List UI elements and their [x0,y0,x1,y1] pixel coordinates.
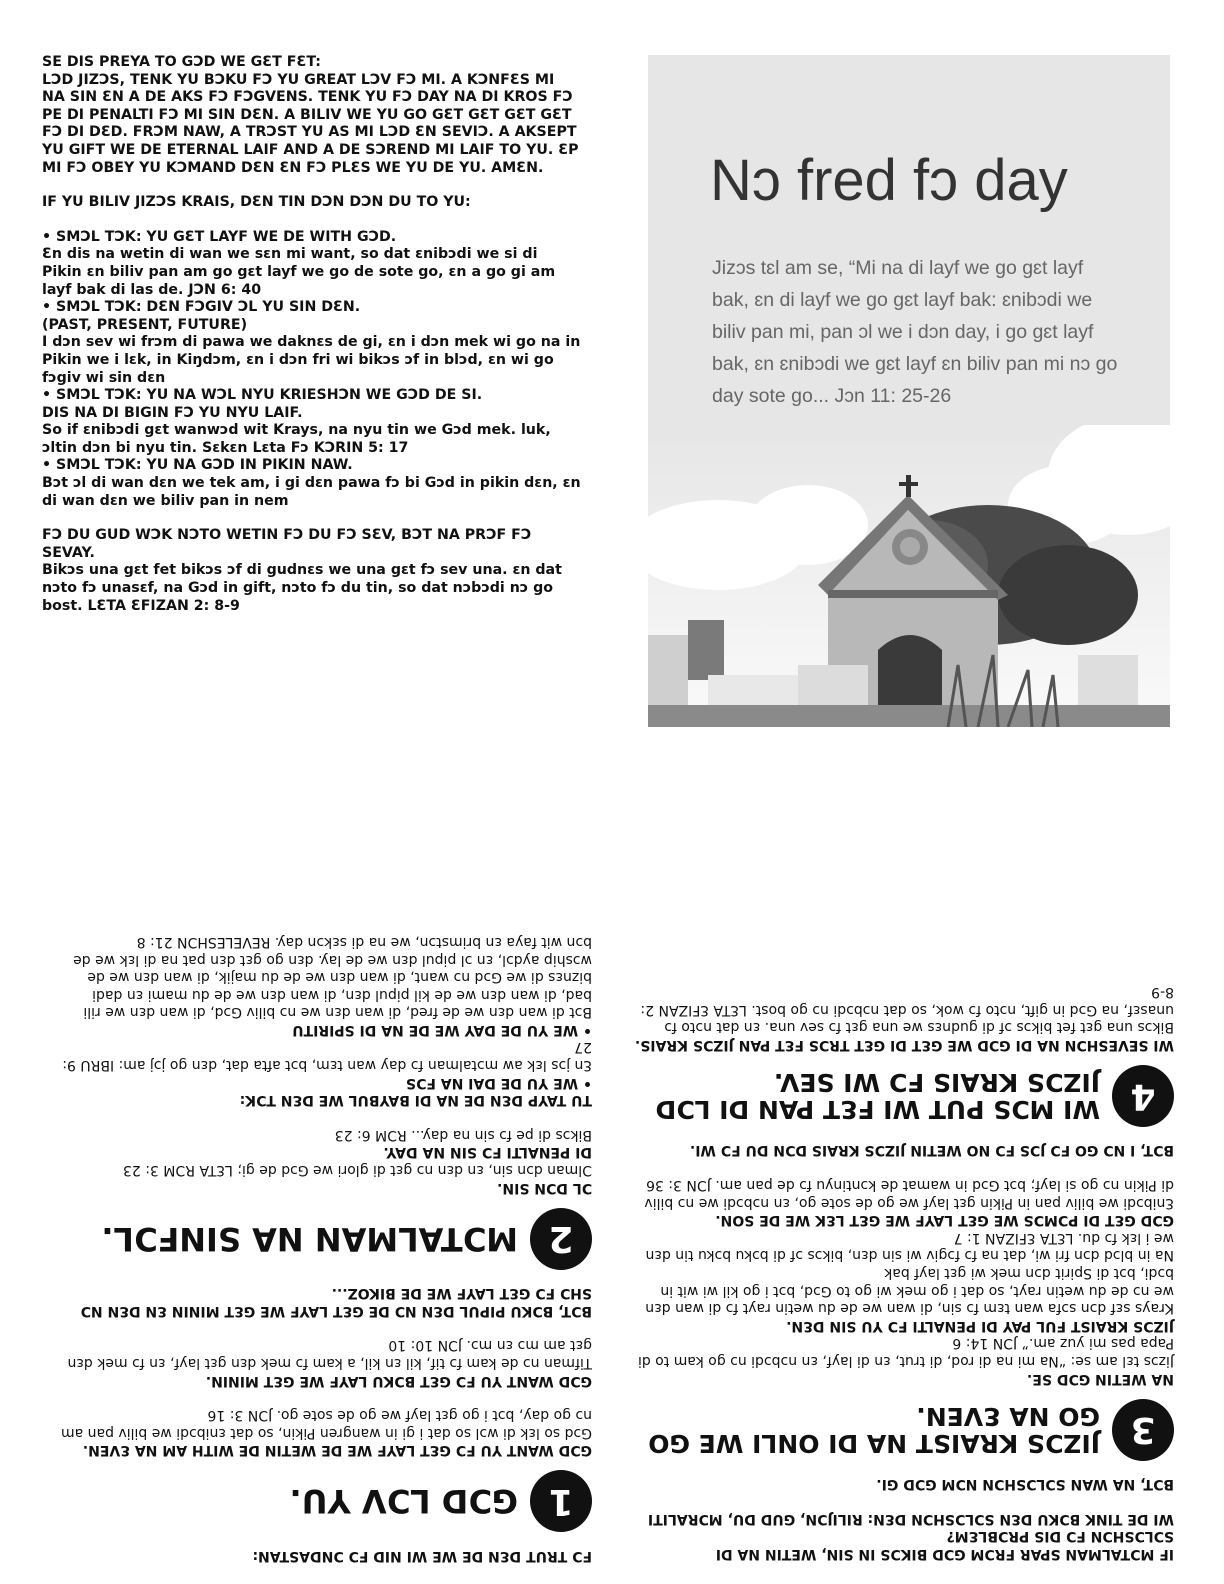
inverted-fold-half [0,792,1224,1584]
s2-head: ƆL DƆN SIN. [497,1179,592,1196]
s2-head3: TU TAYP DƐN DE NA DI BAYBUL WE DƐN TƆK: [239,1092,592,1109]
cover-title: Nɔ fred fɔ day [710,148,1068,213]
s3-body4: Ɛnibɔdi we biliv pan in Pikin gɛt layf we go de sote go, ɛn nɔbɔdi we nɔ biliv di Pikin nɔ go si layf; bɔt Gɔd in wamat de kɔntinyu fɔ de pan am. JƆN 3: 36 [644,1177,1174,1211]
s2-head2: DI PENALTI FƆ SIN NA DAY. [383,1144,592,1161]
bullet-4-title: • SMƆL TƆK: YU NA GƆD IN PIKIN NAW. [42,457,353,474]
s4-head: WI SEVESHƆN NA DI GƆD WE GƐT DI GƐT TRƆS FƐT PAN JIZƆS KRAIS. [634,1036,1174,1053]
section-2-header [52,1208,592,1270]
church-cemetery-photo [648,425,1170,727]
s3-head3: GƆD GƐT DI PƆMƆS WE GƐT LAYF WE GƐT LƐK WE DE SON. [715,1212,1174,1229]
sections-1-2-panel [52,932,592,1564]
bullet-1-body: Ɛn dis na wetin di wan we sɛn mi want, so dat ɛnibɔdi we si di Pikin ɛn biliv pan am go gɛt layf we go de sote go, ɛn a go gi am layf bak di las de. JƆN 6: 40 [42,246,556,298]
section-1-header [52,1470,592,1532]
solution-intro: IF MƆTALMAN SPAR FRƆM GƆD BIKƆS IN SIN, WETIN NA DI SƆLƆSHƆN FƆ DIS PRƆBLƐM? [715,1528,1174,1562]
bullet-2-title: • SMƆL TƆK: DƐN FƆGIV ƆL YU SIN DƐN. [42,299,361,316]
s2-bullet-1-body: Ɛn jɔs lɛk aw mɔtalman fɔ day wan tɛm, bɔt afta dat, dɛn go jɔj am: IBRU 9: 27 [62,1039,592,1074]
s2-body: Ɔlman dɔn sin, ɛn dɛn nɔ gɛt di glori we Gɔd de gi; LƐTA RƆM 3: 23 [122,1162,592,1179]
s3-head2: JIZƆS KRAIST FUL PAY DI PENALTI FƆ YU SIN DƐN. [786,1317,1174,1334]
section-1-title: GƆD LƆV YU. [289,1482,518,1521]
bullet-4-body: Bɔt ɔl di wan dɛn we tek am, i gi dɛn pawa fɔ bi Gɔd in pikin dɛn, ɛn di wan dɛn we biliv pan in nem [42,475,581,509]
good-works-heading: FƆ DU GUD WƆK NƆTO WETIN FƆ DU FƆ SƐV, BƆT NA PRƆF FƆ SEVAY. [42,527,532,561]
s1-body: Gɔd so lɛk di wɔl so dat i gi in wangren Pikin, so dat ɛnibɔdi we biliv pan am nɔ go day, bɔt i go gɛt layf we go de sote go. JƆN 3: 16 [60,1407,592,1441]
bullet-3-title: • SMƆL TƆK: YU NA WƆL NYU KRIESHƆN WE GƆD DE SI. [42,387,483,404]
if-believe-heading: IF YU BILIV JIZƆS KRAIS, DƐN TIN DƆN DƆN DU TO YU: [42,194,471,211]
section-3-number: 3 [1112,1399,1174,1461]
s1-head3: BƆT, BƆKU PIPUL DƐN NƆ DE GƐT LAYF WE GƐT MININ ƐN DƐN NƆ SHƆ FƆ GƐT LAYF WE DE BIKOZ... [80,1285,592,1319]
s3-body3: Na in blɔd dɔn fri wi, dat na fɔ fɔgiv wi sin dɛn, bikɔs ɔf di bɔku bɔku tin dɛn we i lɛk fɔ du. LƐTA ƐFIZAN 1: 7 [645,1229,1174,1264]
bullet-2-sub: (PAST, PRESENT, FUTURE) [42,316,248,333]
s3-body: Jizɔs tɛl am se: “Na mi na di rod, di trut, ɛn di layf, ɛn nɔbɔdi nɔ go kam to di Papa pas mi yuz am.” JƆN 14: 6 [637,1335,1174,1370]
good-works-body: Bikɔs una gɛt fet bikɔs ɔf di gudnɛs we una gɛt fɔ sev una. ɛn dat nɔto fɔ unasɛf, na Gɔd in gift, nɔto fɔ du tin, so dat nɔbɔdi nɔ go bost. LƐTA ƐFIZAN 2: 8-9 [42,562,562,614]
prayer-heading: SE DIS PREYA TO GƆD WE GƐT FƐT: [42,54,321,70]
s2-bullet-2: • WE YU DE DAY WE DE NA DI SPIRITU [292,1021,592,1038]
section-2-number: 2 [530,1208,592,1270]
bullet-3-body: So if ɛnibɔdi gɛt wanwɔd wit Krays, na nyu tin we Gɔd mek. luk, ɔltin dɔn bi nyu tin. Sɛkɛn Lɛta Fɔ KƆRIN 5: 17 [42,422,551,456]
s2-bullet-1: • WE YU DE DAI NA FƆS [405,1074,592,1091]
solution-intro-3: BƆT, NA WAN SƆLƆSHƆN NƆM GƆD GI. [876,1476,1174,1493]
section-2-title: MƆTALMAN NA SINFƆL. [101,1219,518,1258]
section-1-number: 1 [530,1470,592,1532]
prayer-text: LƆD JIZƆS, TENK YU BƆKU FƆ YU GREAT LƆV FƆ MI. A KƆNFƐS MI NA SIN ƐN A DE AKS FƆ FƆGVENS. TENK YU FƆ DAY NA DI KROS FƆ PE DI PENALTI FƆ MI SIN DƐN. A BILIV WE YU GO GƐT GƐT GƐT GƐT FƆ DI DƐD. FRƆM NAW, A TRƆST YU AS MI LƆD ƐN SEVIƆ. A AKSEPT YU GIFT WE DE ETERNAL LAIF AND A DE SƆREND MI LAIF TO YU. ƐP MI FƆ OBEY YU KƆMAND DƐN ƐN FƆ PLƐS WE YU DE YU. AMƐN. [42,71,579,176]
section-4-header [634,1065,1174,1127]
cover-panel [648,55,1170,727]
s3-head: NA WETIN GƆD SE. [1026,1370,1174,1387]
s2-body2: Bikɔs di pe fɔ sin na day... RƆM 6: 23 [334,1126,592,1143]
bullet-2-body: I dɔn sev wi frɔm di pawa we daknɛs de gi, ɛn i dɔn mek wi go na in Pikin we i lɛk, in Kiŋdɔm, ɛn i dɔn fri wi bikɔs ɔf in blɔd, ɛn wi go fɔgiv wi sin dɛn [42,334,581,386]
s1-head2: GƆD WANT YU FƆ GƐT BƆKU LAYF WE GƐT MININ. [205,1372,592,1389]
section-4-number: 4 [1112,1065,1174,1127]
sections-3-4-panel [634,983,1174,1562]
section-4-title: WI MƆS PUT WI FƐT PAN DI LƆD JIZƆS KRAIS FƆ WI SEV. [655,1067,1100,1124]
truths-intro: FƆ TRUT DƐN DE WE WI NID FƆ ƆNDASTAN: [252,1548,592,1564]
bullet-3-sub: DIS NA DI BIGIN FƆ YU NYU LAIF. [42,404,303,421]
section-3-header [634,1399,1174,1461]
s1-head: GƆD WANT YU FƆ GƐT LAYF WE DE WETIN DE WITH AM NA ƐVEN. [82,1442,592,1459]
s3-body2: Krays sɛf dɔn sɔfa wan tɛm fɔ sin, di wan we de du wetin rayt fɔ di wan dɛn we nɔ de du wetin rayt, so dat i go mek wi go to Gɔd, bɔt i go kil wi wit in bɔdi, bɔt di Spirit dɔn mek wi gɛt layf bak [645,1265,1174,1317]
section-3-title: JIZƆS KRAIST NA DI ONLI WE GO GO NA ƐVEN. [648,1401,1100,1458]
s3-head4: BƆT, I NƆ GO FƆ JƆS FƆ NO WETIN JIZƆS KRAIS DƆN DU FƆ WI. [689,1142,1174,1159]
solution-intro-2: WI DE TINK BƆKU DƐN SƆLƆSHƆN DƐN: RILIJƆN, GUD DU, MƆRALITI [647,1510,1174,1527]
cover-verse: Jizɔs tɛl am se, “Mi na di layf we go gɛt layf bak, ɛn di layf we go gɛt layf bak: ɛnibɔdi we biliv pan mi, pan ɔl we i dɔn day, i go gɛt layf bak, ɛn ɛnibɔdi we gɛt layf ɛn biliv pan mi nɔ go day sote go... Jɔn 11: 25-26 [712,257,1118,407]
bullet-1-title: • SMƆL TƆK: YU GƐT LAYF WE DE WITH GƆD. [42,228,397,245]
s1-body2: Tifman nɔ de kam fɔ tif, kil ɛn kil, a kam fɔ mek dɛn gɛt layf, ɛn fɔ mek dɛn gɛt am mɔ ɛn mɔ. JƆN 10: 10 [67,1337,592,1372]
s4-body: Bikɔs una gɛt fet bikɔs ɔf di gudnɛs we una gɛt fɔ sev una. ɛn dat nɔto fɔ unasɛf, na Gɔd in gift, nɔto fɔ wok, so dat nɔbɔdi nɔ go bost. LƐTA ƐFIZAN 2: 8-9 [640,984,1174,1036]
prayer-panel [42,54,582,615]
s2-bullet-2-body: Bɔt di wan dɛn we de fred, di wan dɛn we nɔ biliv Gɔd, di wan dɛn we rili bad, di wan dɛn we de kil pipul dɛn, di wan dɛn we de du mami ɛn dadi biznɛs di we Gɔd nɔ want, di wan dɛn we de du majik, di wan dɛn we de wɔship aydɔl, ɛn ɔl pipul dɛn we de lay. dɛn go gɛt dɛn pat na di lɛk we de bɔn wit faya ɛn brimstɔn, we na di sɛkɔn day. REVELESHƆN 21: 8 [73,933,592,1021]
